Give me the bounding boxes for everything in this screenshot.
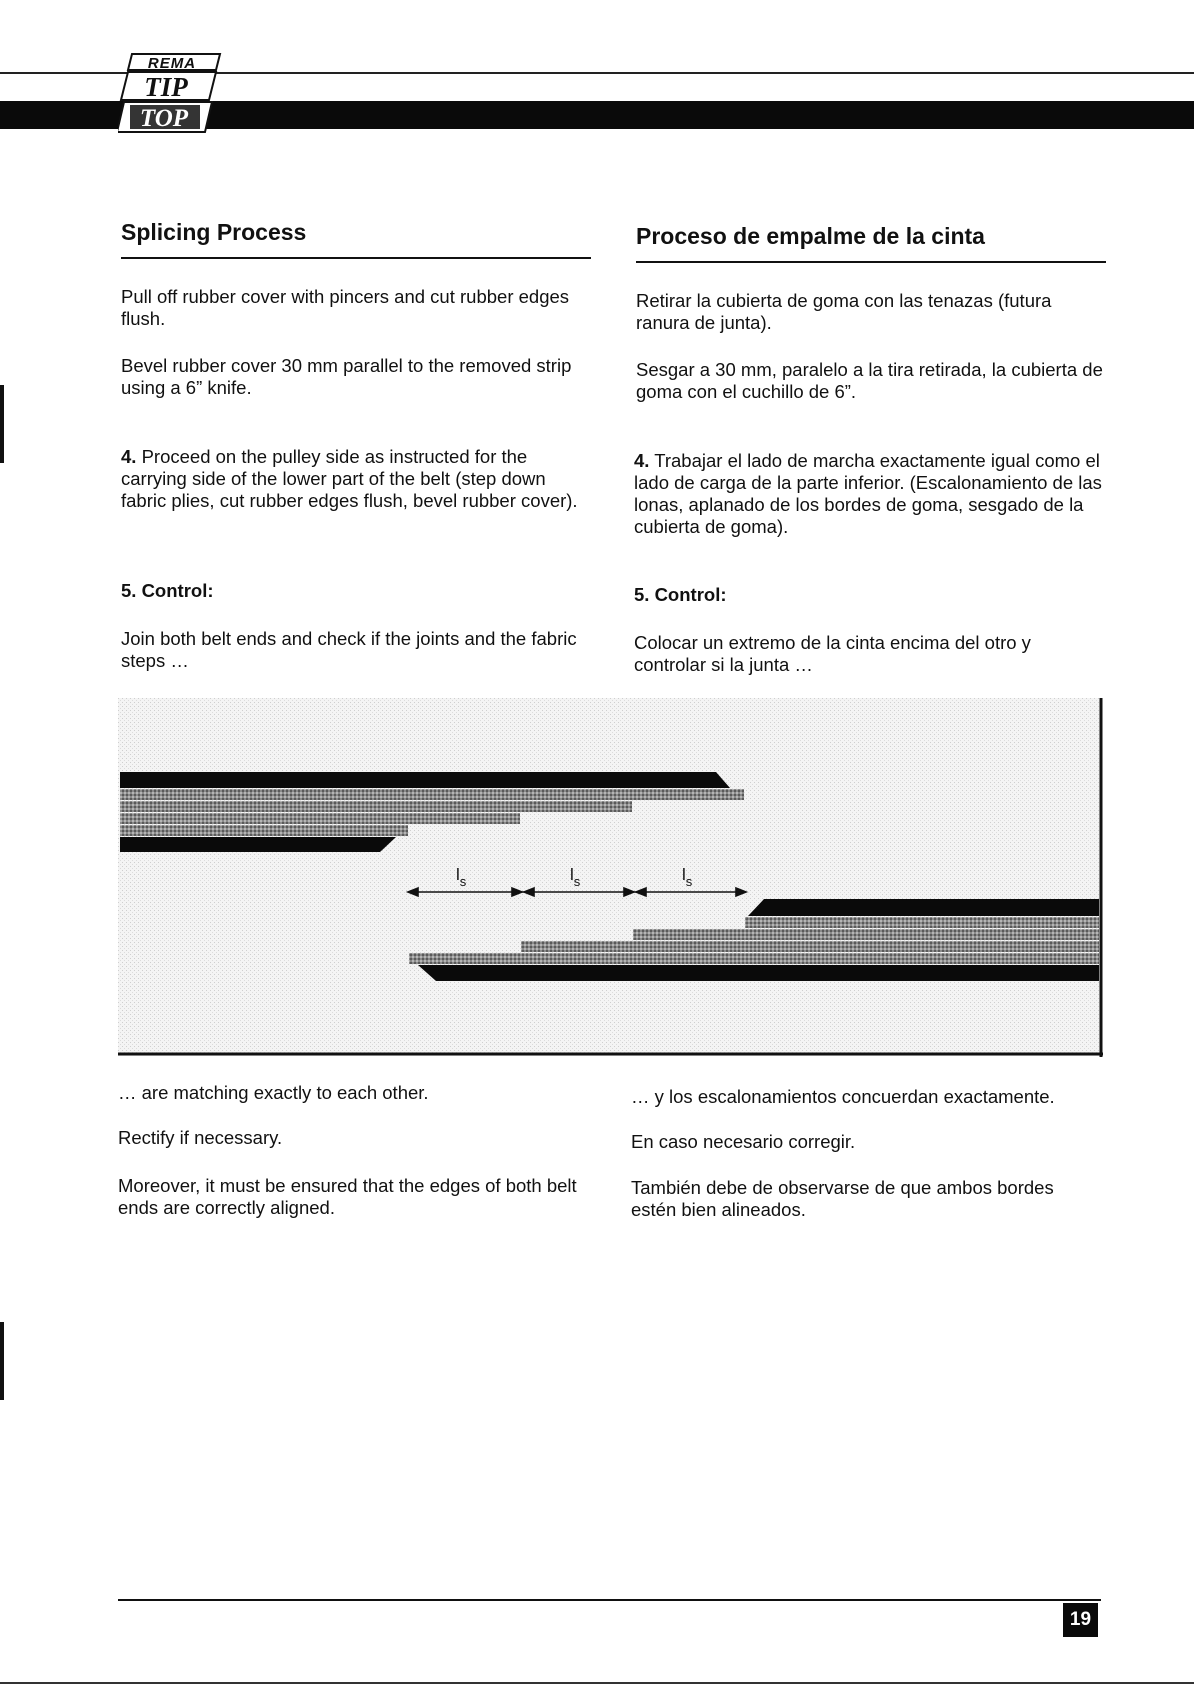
es-paragraph-control: Colocar un extremo de la cinta encima del otro y controlar si la junta … xyxy=(634,632,1031,675)
en-step-4-text: Proceed on the pulley side as instructed for the carrying side of the lower part of the belt (step down fabric plies, cut rubber edges flush, bevel rubber cover). xyxy=(121,446,578,511)
en-paragraph-2: Bevel rubber cover 30 mm parallel to the removed strip using a 6” knife. xyxy=(121,355,572,398)
lower-ply-3 xyxy=(521,941,1099,952)
es-paragraph-matching: … y los escalonamientos concuerdan exactamente. xyxy=(631,1086,1055,1107)
es-paragraph-rectify: En caso necesario corregir. xyxy=(631,1131,856,1152)
upper-ply-1 xyxy=(120,789,744,800)
scan-edge-mark-bottom xyxy=(0,1322,4,1400)
en-step-5-heading: 5. Control: xyxy=(121,580,214,601)
upper-bottom-cover xyxy=(120,837,396,852)
ls-main-2: l xyxy=(570,865,574,884)
title-english: Splicing Process xyxy=(121,219,307,245)
logo-text-rema: REMA xyxy=(147,55,197,72)
lower-top-cover xyxy=(748,899,1099,916)
lower-ply-4 xyxy=(409,953,1099,964)
lower-ply-2 xyxy=(633,929,1099,940)
ls-main-3: l xyxy=(682,865,686,884)
upper-ply-4 xyxy=(120,825,408,836)
belt-splice-diagram xyxy=(118,698,1103,1057)
title-rule-english xyxy=(121,257,591,259)
es-step-4-text: Trabajar el lado de marcha exactamente igual como el lado de carga de la parte inferior. (Escalonamiento de las lonas, aplanado de los bordes de goma, sesgado de la cubierta de goma). xyxy=(634,450,1102,537)
en-paragraph-matching: … are matching exactly to each other. xyxy=(118,1082,429,1103)
es-paragraph-2: Sesgar a 30 mm, paralelo a la tira retirada, la cubierta de goma con el cuchillo de 6”. xyxy=(636,359,1103,402)
ls-sub-2: s xyxy=(573,874,581,889)
lower-bottom-cover xyxy=(418,965,1099,981)
es-step-5-heading: 5. Control: xyxy=(634,584,727,605)
en-paragraph-control: Join both belt ends and check if the joints and the fabric steps … xyxy=(121,628,577,671)
upper-top-cover xyxy=(120,772,730,788)
upper-ply-3 xyxy=(120,813,520,824)
title-rule-spanish xyxy=(636,261,1106,263)
lower-ply-1 xyxy=(745,917,1099,928)
upper-ply-2 xyxy=(120,801,632,812)
es-paragraph-edges: También debe de observarse de que ambos bordes estén bien alineados. xyxy=(631,1177,1054,1220)
es-paragraph-step-4 xyxy=(634,450,1104,538)
title-spanish: Proceso de empalme de la cinta xyxy=(636,223,985,249)
footer-rule xyxy=(118,1599,1101,1601)
scan-bottom-edge xyxy=(0,1682,1194,1684)
en-paragraph-1: Pull off rubber cover with pincers and cut rubber edges flush. xyxy=(121,286,570,329)
en-paragraph-rectify: Rectify if necessary. xyxy=(118,1127,283,1148)
en-paragraph-edges: Moreover, it must be ensured that the edges of both belt ends are correctly aligned. xyxy=(118,1175,577,1218)
ls-sub-1: s xyxy=(459,874,467,889)
es-paragraph-1: Retirar la cubierta de goma con las tenazas (futura ranura de junta). xyxy=(636,290,1052,333)
rema-tip-top-logo xyxy=(118,52,228,136)
logo-text-tip: TIP xyxy=(144,72,188,102)
ls-main-1: l xyxy=(456,865,460,884)
logo-text-top-overlay: TOP xyxy=(139,105,189,132)
es-step-4-number: 4. xyxy=(634,450,650,471)
scan-edge-mark-top xyxy=(0,385,4,463)
en-step-4-number: 4. xyxy=(121,446,137,467)
en-paragraph-step-4 xyxy=(121,446,591,512)
diagram-background xyxy=(118,698,1102,1056)
ls-sub-3: s xyxy=(685,874,693,889)
page-number: 19 xyxy=(1063,1603,1098,1637)
